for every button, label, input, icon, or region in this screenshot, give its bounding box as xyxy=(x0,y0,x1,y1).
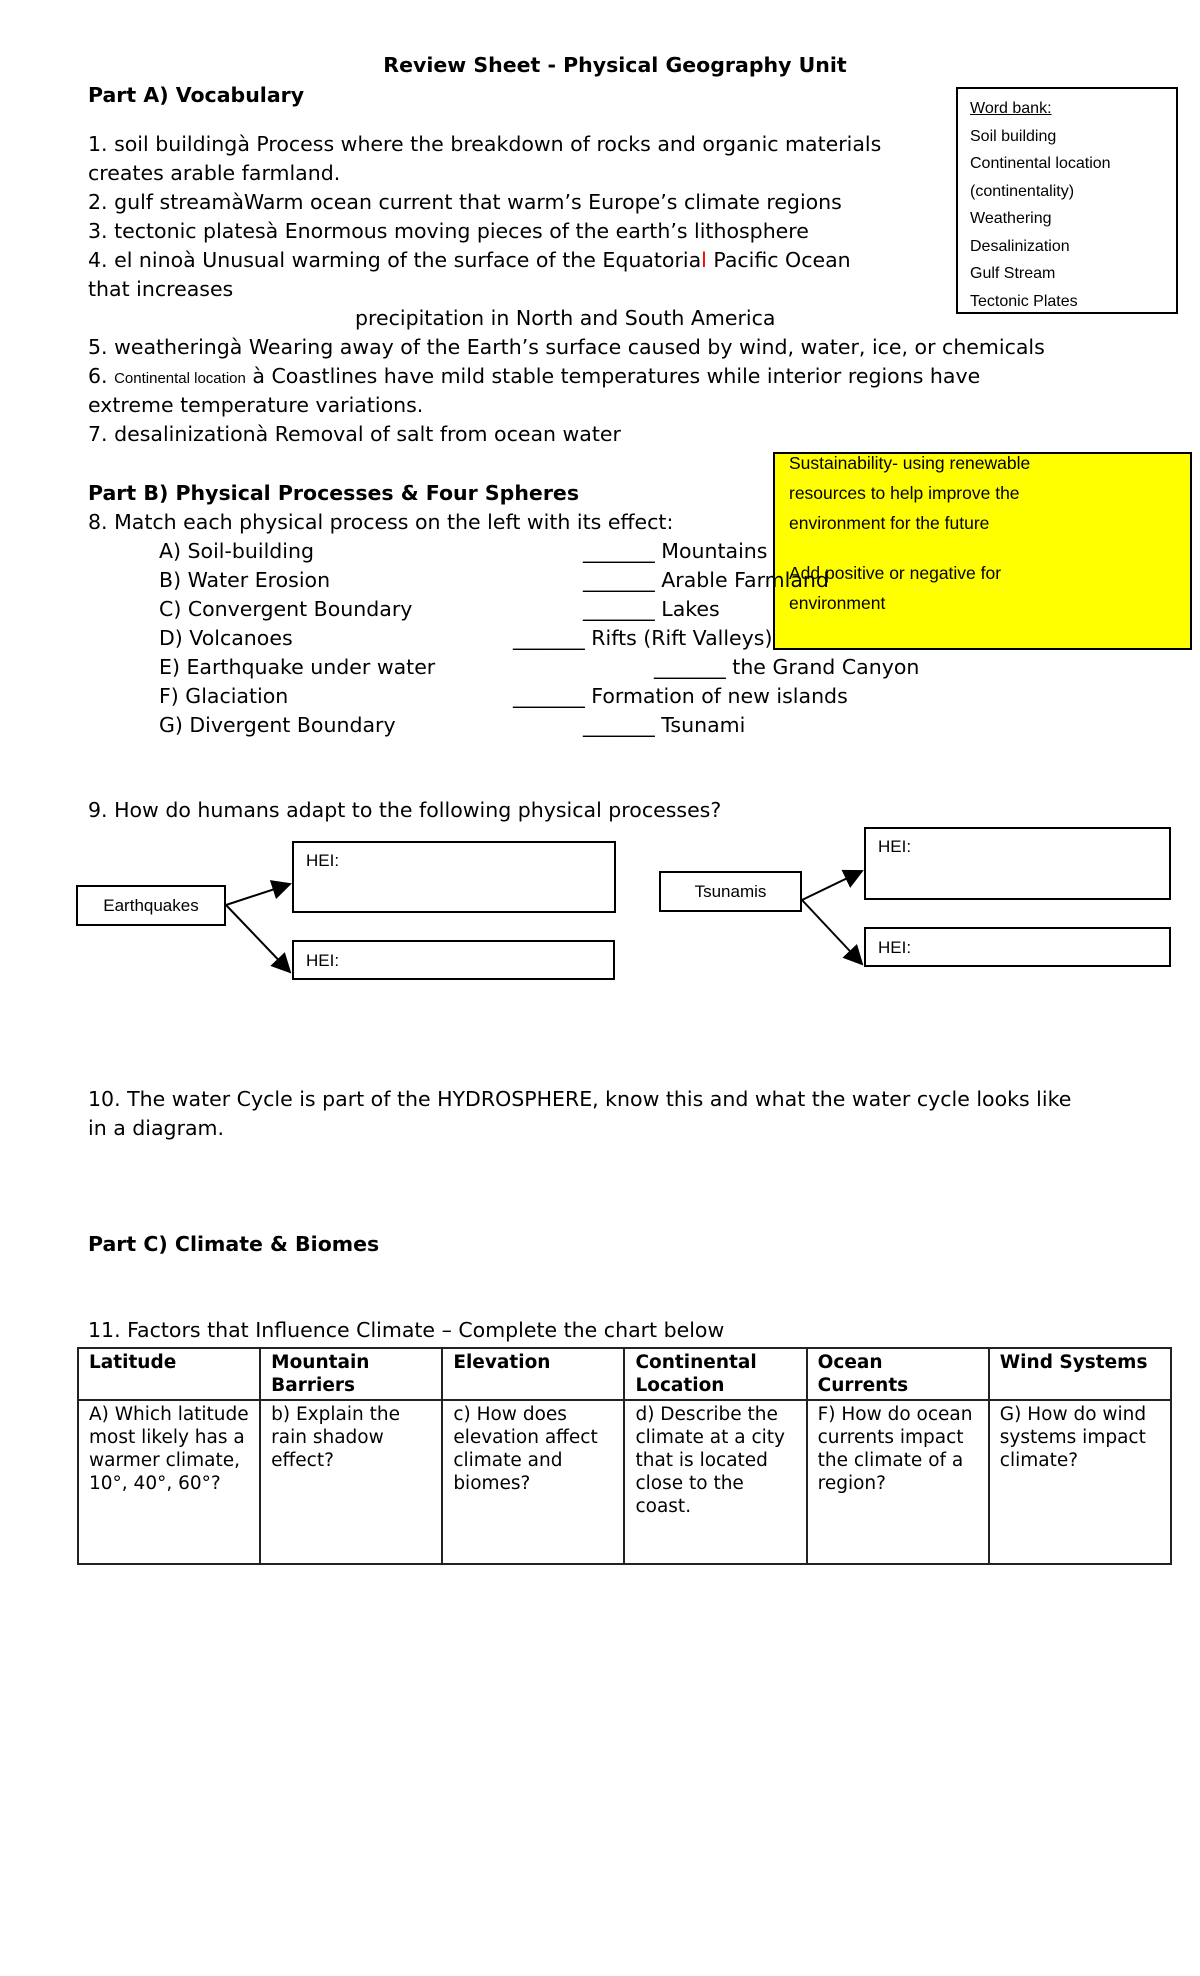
note-line: environment xyxy=(789,593,886,613)
q10-line: in a diagram. xyxy=(88,1116,225,1140)
q11-prompt: 11. Factors that Influence Climate – Complete the chart below xyxy=(88,1318,725,1342)
effect-item xyxy=(583,541,767,562)
vocab-line: 1. soil buildingà Process where the breakdown of rocks and organic materials xyxy=(88,132,882,156)
vocab-line: 3. tectonic platesà Enormous moving pieces of the earth’s lithosphere xyxy=(88,219,809,243)
vocab-line: precipitation in North and South America xyxy=(355,306,776,330)
table-cell[interactable]: G) How do wind systems impact climate? xyxy=(989,1400,1171,1564)
word-bank-item: Gulf Stream xyxy=(970,265,1056,282)
hei-box[interactable]: HEI: xyxy=(292,841,616,913)
process-item: C) Convergent Boundary xyxy=(159,597,413,621)
effect-item xyxy=(583,570,829,591)
process-item: E) Earthquake under water xyxy=(159,655,436,679)
arrow-icon xyxy=(226,905,290,972)
effect-text: Lakes xyxy=(661,597,720,621)
answer-blank[interactable]: _______ xyxy=(513,684,585,708)
hei-box[interactable]: HEI: xyxy=(292,940,615,980)
process-item: A) Soil-building xyxy=(159,539,314,563)
answer-blank[interactable]: _______ xyxy=(583,568,655,592)
vocab-text: 6. xyxy=(88,364,115,388)
effect-text: Mountains xyxy=(661,539,768,563)
column-header: Continental Location xyxy=(624,1348,806,1400)
column-header: Mountain Barriers xyxy=(260,1348,442,1400)
effect-text: Formation of new islands xyxy=(591,684,848,708)
sustainability-note xyxy=(773,452,1192,650)
table-cell[interactable]: b) Explain the rain shadow effect? xyxy=(260,1400,442,1564)
climate-factors-table xyxy=(77,1347,1172,1565)
note-line: Add positive or negative for xyxy=(789,563,1002,583)
vocab-line: 2. gulf streamàWarm ocean current that warm’s Europe’s climate regions xyxy=(88,190,842,214)
effect-text: the Grand Canyon xyxy=(732,655,920,679)
column-header: Wind Systems xyxy=(989,1348,1171,1400)
column-header: Elevation xyxy=(442,1348,624,1400)
process-item: F) Glaciation xyxy=(159,684,289,708)
red-letter: l xyxy=(701,248,707,272)
process-item: G) Divergent Boundary xyxy=(159,713,396,737)
word-bank-item: Continental location xyxy=(970,155,1111,172)
vocab-line: creates arable farmland. xyxy=(88,161,341,185)
table-cell[interactable]: d) Describe the climate at a city that is located close to the coast. xyxy=(624,1400,806,1564)
vocab-text: à Coastlines have mild stable temperatures while interior regions have xyxy=(245,364,981,388)
note-line: resources to help improve the xyxy=(789,483,1020,503)
answer-blank[interactable]: _______ xyxy=(583,597,655,621)
vocab-line: 7. desalinizationà Removal of salt from ocean water xyxy=(88,422,621,446)
word-bank-item: Weathering xyxy=(970,210,1052,227)
word-bank-item: Tectonic Plates xyxy=(970,292,1078,310)
table-cell[interactable]: F) How do ocean currents impact the climate of a region? xyxy=(807,1400,989,1564)
process-item: D) Volcanoes xyxy=(159,626,293,650)
part-c-heading: Part C) Climate & Biomes xyxy=(88,1232,380,1256)
effect-item xyxy=(513,686,848,707)
vocab-line: that increases xyxy=(88,277,234,301)
answer-blank[interactable]: _______ xyxy=(583,713,655,737)
answer-blank[interactable]: _______ xyxy=(654,655,726,679)
effect-item xyxy=(583,715,745,736)
note-line: environment for the future xyxy=(789,513,990,533)
tsunamis-label: Tsunamis xyxy=(659,871,802,912)
effect-text: Tsunami xyxy=(661,713,746,737)
effect-text: Arable Farmland xyxy=(661,568,829,592)
column-header: Latitude xyxy=(78,1348,260,1400)
table-cell[interactable]: c) How does elevation affect climate and biomes? xyxy=(442,1400,624,1564)
earthquakes-label: Earthquakes xyxy=(76,885,226,926)
q10-line: 10. The water Cycle is part of the HYDROSPHERE, know this and what the water cycle looks like xyxy=(88,1087,1072,1111)
word-bank-title: Word bank: xyxy=(970,100,1052,117)
word-bank-item: (continentality) xyxy=(970,182,1075,200)
vocab-text: 4. el ninoà Unusual warming of the surface of the Equatoria xyxy=(88,248,702,272)
page-title: Review Sheet - Physical Geography Unit xyxy=(383,53,847,77)
arrow-icon xyxy=(802,900,862,964)
arrow-icon xyxy=(802,871,862,900)
part-a-heading: Part A) Vocabulary xyxy=(88,83,305,107)
vocab-line: extreme temperature variations. xyxy=(88,393,424,417)
answer-blank[interactable]: _______ xyxy=(583,539,655,563)
vocab-text: Pacific Ocean xyxy=(706,248,851,272)
q9-prompt: 9. How do humans adapt to the following physical processes? xyxy=(88,798,722,822)
part-b-heading: Part B) Physical Processes & Four Spheres xyxy=(88,481,580,505)
effect-item xyxy=(583,599,720,620)
arrow-icon xyxy=(226,884,290,905)
hei-box[interactable]: HEI: xyxy=(864,927,1171,967)
effect-item xyxy=(513,628,772,649)
answer-blank[interactable]: _______ xyxy=(513,626,585,650)
hei-box[interactable]: HEI: xyxy=(864,827,1171,900)
effect-text: Rifts (Rift Valleys) xyxy=(591,626,773,650)
q8-prompt: 8. Match each physical process on the left with its effect: xyxy=(88,510,674,534)
word-bank-item: Soil building xyxy=(970,127,1057,145)
table-cell[interactable]: A) Which latitude most likely has a warmer climate, 10°, 40°, 60°? xyxy=(78,1400,260,1564)
note-line: Sustainability- using renewable xyxy=(789,453,1031,473)
column-header: Ocean Currents xyxy=(807,1348,989,1400)
vocab-line: 5. weatheringà Wearing away of the Earth’s surface caused by wind, water, ice, or chemicals xyxy=(88,335,1045,359)
vocab-term: Continental location xyxy=(114,370,246,387)
effect-item xyxy=(654,657,919,678)
word-bank-item: Desalinization xyxy=(970,237,1070,255)
process-item: B) Water Erosion xyxy=(159,568,331,592)
